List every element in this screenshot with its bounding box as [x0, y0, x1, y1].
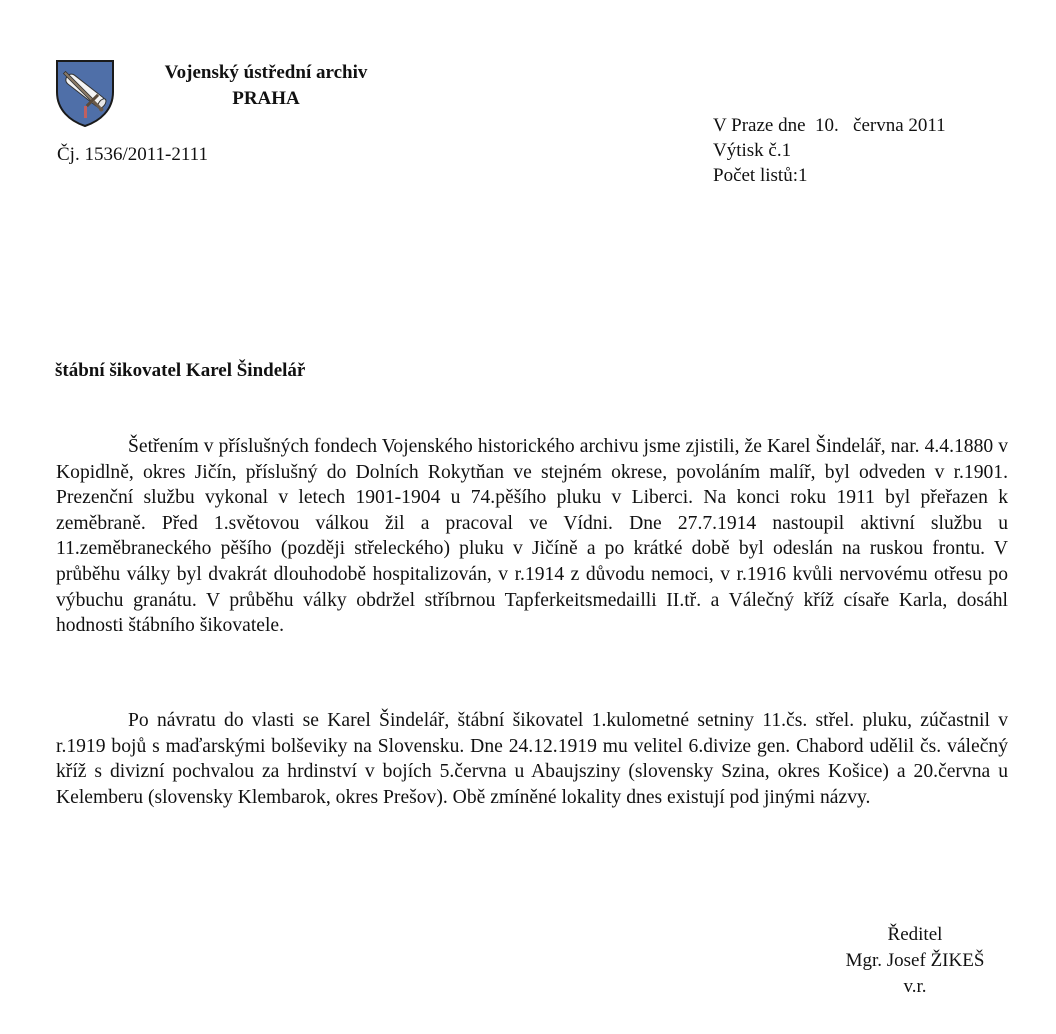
organization-city: PRAHA — [232, 88, 300, 109]
body-paragraph: Šetřením v příslušných fondech Vojenského historického archivu jsme zjistili, že Karel Šindelář, nar. 4.4.1880 v Kopidlně, okres Jičín, příslušný do Dolních Rokytňan ve stejném okrese, povoláním malíř, byl odveden v r.1901. Prezenční službu vykonal v letech 1901-1904 u 74.pěšího pluku v Liberci. Na konci roku 1911 byl přeřazen k zeměbraně. Před 1.světovou válkou žil a pracoval ve Vídni. Dne 27.7.1914 nastoupil aktivní službu u 11.zeměbraneckého pěšího (později střeleckého) pluku v Jičíně a po krátké době byl odeslán na ruskou frontu. V průběhu války byl dvakrát dlouhodobě hospitalizován, v r.1914 z důvodu nemoci, v r.1916 kvůli nervovému otřesu po výbuchu granátu. V průběhu války obdržel stříbrnou Tapferkeitsmedailli II.tř. a Válečný kříž císaře Karla, dosáhl hodnosti štábního šikovatele. — [56, 436, 1008, 637]
sheet-count: Počet listů:1 — [713, 165, 808, 186]
subject-heading: štábní šikovatel Karel Šindelář — [55, 360, 306, 381]
signature-block — [800, 922, 1030, 1000]
signature-note: v.r. — [903, 976, 927, 997]
reference-number: Čj. 1536/2011-2111 — [57, 144, 208, 165]
body-paragraph: Po návratu do vlasti se Karel Šindelář, štábní šikovatel 1.kulometné setniny 11.čs. střel. pluku, zúčastnil v r.1919 bojů s maďarskými bolševiky na Slovensku. Dne 24.12.1919 mu velitel 6.divize gen. Chabord udělil čs. válečný kříž s divizní pochvalou za hrdinství v bojích 5.června u Abaujsziny (slovensky Szina, okres Košice) a 20.června u Kelemberu (slovensky Klembarok, okres Prešov). Obě zmíněné lokality dnes existují pod jinými názvy. — [56, 710, 1008, 808]
organization-name: Vojenský ústřední archiv — [164, 62, 368, 83]
signatory-name: Mgr. Josef ŽIKEŠ — [845, 950, 985, 971]
copy-number: Výtisk č.1 — [713, 140, 792, 161]
document-meta — [713, 113, 946, 188]
signatory-title: Ředitel — [887, 924, 943, 945]
coat-of-arms-shield-icon — [54, 58, 116, 128]
place-date: V Praze dne 10. června 2011 — [713, 115, 946, 136]
organization-heading — [136, 60, 396, 112]
